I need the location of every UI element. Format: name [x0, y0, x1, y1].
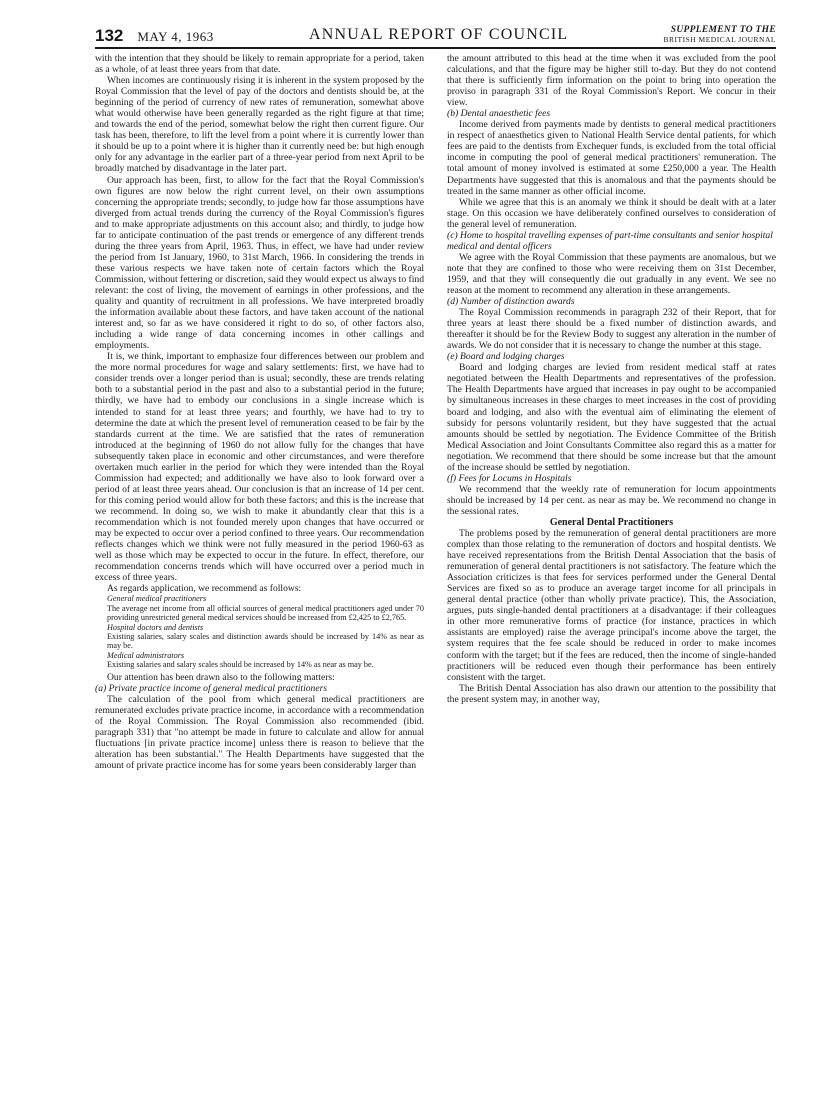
paragraph: The calculation of the pool from which general medical practitioners are remunerated excludes private practice income, in accordance with a recommendation of the Royal Commission. The Royal Commission also recommended (ibid. paragraph 331) that "no attempt be made in future to calculate and allow for annual fluctuations [in private practice income] unless there is reason to believe that the alteration has been substantial." The Health Departments have suggested that the amount of private practice income has for some years been considerably larger than: [95, 693, 424, 771]
rec-text: Existing salaries, salary scales and distinction awards should be increased by 14% as near as may be.: [107, 631, 424, 651]
page-number: 132: [95, 26, 124, 45]
section-heading: General Dental Practitioners: [549, 516, 674, 528]
paragraph: the amount attributed to this head at the time when it was excluded from the pool calculations, and that the figure may be higher still to-day. But they do not contend that there is sufficiently firm information on the point to bring into operation the proviso in paragraph 331 of the Royal Commission's Report. We concur in their view.: [447, 53, 776, 109]
paragraph: The British Dental Association has also drawn our attention to the possibility that the present system may, in another way,: [447, 682, 776, 705]
left-column: [95, 53, 424, 771]
rec-text: Existing salaries and salary scales should be increased by 14% as near as may be.: [107, 660, 374, 670]
paragraph: Board and lodging charges are levied from resident medical staff at rates negotiated between the Health Departments and representatives of the profession. The Health Departments have argued that increases in pay ought to be accompanied by simultaneous increases in these charges to meet increases in the cost of providing board and lodging, and also with the eventual aim of eliminating the element of subsidy for persons voluntarily resident, but they have suggested that the actual amounts should be settled by negotiation. The Evidence Committee of the British Medical Association and Joint Consultants Committee also regard this as a matter for negotiation. We recommend that there should be some increase but that the amount of the increase should be settled by negotiation.: [447, 362, 776, 473]
paragraph: with the intention that they should be likely to remain appropriate for a period, taken as a whole, of at least three years from that date.: [95, 53, 424, 76]
running-header: [95, 14, 776, 49]
rec-label: Hospital doctors and dentists: [107, 622, 204, 632]
paragraph: Our attention has been drawn also to the following matters:: [107, 671, 335, 683]
right-column: [447, 53, 776, 771]
subheading: (d) Number of distinction awards: [447, 296, 575, 308]
rec-text: The average net income from all official sources of general medical practitioners aged under 70 providing unrestricted general medical services should be increased from £2,425 to £2,765.: [107, 603, 424, 623]
rec-label: General medical practitioners: [107, 594, 207, 604]
journal-name: BRITISH MEDICAL JOURNAL: [663, 35, 776, 45]
subheading: (f) Fees for Locums in Hospitals: [447, 472, 572, 484]
paragraph: We agree with the Royal Commission that these payments are anomalous, but we note that they are confined to those who were receiving them on 31st December, 1959, and that they will consequently die out gradually in any event. We see no reason at the moment to recommend any alteration in these arrangements.: [447, 251, 776, 296]
paragraph: It is, we think, important to emphasize four differences between our problem and the more normal procedures for wage and salary settlements: first, we have had to consider trends over a longer period than is usual; secondly, these are trends relating both to a substantial period in the past and also to a substantial period in the future; thirdly, we have had to embody our conclusions in a single increase which is intended to stand for at least three years; and fourthly, we have had to try to determine the date at which the present level of remuneration ceased to be fair by the standards current at the time. We are satisfied that the rates of remuneration introduced at the beginning of 1960 do not allow fully for the changes that have subsequently taken place in economic and other circumstances, and were therefore overtaken much earlier in the period for which they were intended than the Royal Commission had expected; and additionally we have also to look forward over a period of at least three years ahead. Our conclusion is that an increase of 14 per cent. for this coming period would allow for both these factors; and this is the increase that we recommend. In doing so, we wish to make it abundantly clear that this is a recommendation which is not founded merely upon changes that have occurred or may be expected to occur over a period confined to three years. Our recommendation reflects changes which we think were not fully measured in the period 1960-63 as well as those which may be expected to occur in the future. In effect, therefore, our recommendation concerns trends which will have occurred over a period much in excess of three years.: [95, 351, 424, 584]
paragraph: Our approach has been, first, to allow for the fact that the Royal Commission's own figures are now below the right current level, on their own assumptions concerning the appropriate trends; secondly, to judge how far those assumptions have diverged from actual trends during the currency of the Royal Commission's figures and to make appropriate adjustments on this account also; and thirdly, to judge how far to anticipate continuation of the past trends or emergence of any different trends during the three years from April, 1963. Thus, in effect, we have had under review the period from 1st January, 1960, to 31st March, 1966. In considering the trends in these various respects we have taken note of certain factors which the Royal Commission, without fettering or discretion, said they would expect us always to find relevant: the cost of living, the movement of earnings in other professions, and the quality and quantity of recruitment in all professions. We have interpreted broadly the information available about these factors, and have taken account of the national interest and, so far as we have considered it right to do so, of other factors also, including a wide range of data concerning incomes in other callings and employments.: [95, 174, 424, 352]
paragraph: The Royal Commission recommends in paragraph 232 of their Report, that for three years at least there should be a fixed number of distinction awards, and thereafter it should be for the Review Body to suggest any alteration in the number of awards. We do not consider that it is necessary to change the number at this stage.: [447, 307, 776, 352]
subheading: (b) Dental anaesthetic fees: [447, 108, 551, 120]
issue-date: MAY 4, 1963: [137, 29, 214, 44]
running-title: ANNUAL REPORT OF COUNCIL: [308, 26, 569, 43]
paragraph: Income derived from payments made by dentists to general medical practitioners in respect of anaesthetics given to National Health Service dental patients, for which fees are paid to the dentists from Exchequer funds, is excluded from the total official income in computing the pool of general medical practitioners' remuneration. The total amount of money involved is estimated at some £250,000 a year. The Health Departments have suggested that this is anomalous and that the payments should be treated in the same manner as other official income.: [447, 119, 776, 197]
rec-label: Medical administrators: [107, 650, 185, 660]
journal-label: [664, 26, 776, 44]
subheading: (a) Private practice income of general medical practitioners: [95, 682, 328, 694]
recommendation-list: [107, 594, 424, 669]
paragraph: The problems posed by the remuneration of general dental practitioners are more complex than those relating to the remuneration of doctors and hospital dentists. We have received representations from the British Dental Association that the basis of remuneration of general dental practitioners is not satisfactory. The feature which the Association criticizes is that fees for services performed under the General Dental Services are fixed so as to produce an average target income for all principals in general dental practice (other than wholly private practice). This, the Association, argues, puts single-handed dental practitioners at a disadvantage: if their colleagues in other more remunerative forms of practice (for instance, practices in which assistants are employed) raise the average principal's income above the target, the system requires that the fee scale should be reduced in order to make incomes conform with the target; but if the fees are reduced, then the income of single-handed practitioners will be reduced even though their performance has been entirely consistent with the target.: [447, 528, 776, 683]
paragraph: We recommend that the weekly rate of remuneration for locum appointments should be increased by 14 per cent. as near as may be. We recommend no change in the sessional rates.: [447, 483, 776, 517]
paragraph: As regards application, we recommend as follows:: [107, 583, 302, 595]
subheading: (c) Home to hospital travelling expenses of part-time consultants and senior hospital medical and dental officers: [447, 229, 773, 252]
subheading: (e) Board and lodging charges: [447, 351, 565, 363]
paragraph: When incomes are continuously rising it is inherent in the system proposed by the Royal Commission that the level of pay of the doctors and dentists should be, at the beginning of the period of currency of new rates of remuneration, somewhat above what would otherwise have been generally regarded as the right figure at that time; and towards the end of the period, somewhat below the right then current figure. Our task has been, therefore, to lift the level from a point where it is currently lower than it should be up to a point where it is higher than it currently need be: but high enough only for any advantage in the earlier part of a three-year period from next April to be broadly matched by disadvantage in the later part.: [95, 75, 424, 175]
supplement-label: SUPPLEMENT TO THE: [670, 25, 776, 36]
paragraph: While we agree that this is an anomaly we think it should be dealt with at a later stage. On this occasion we have deliberately confined ourselves to consideration of the general level of remuneration.: [447, 196, 776, 230]
